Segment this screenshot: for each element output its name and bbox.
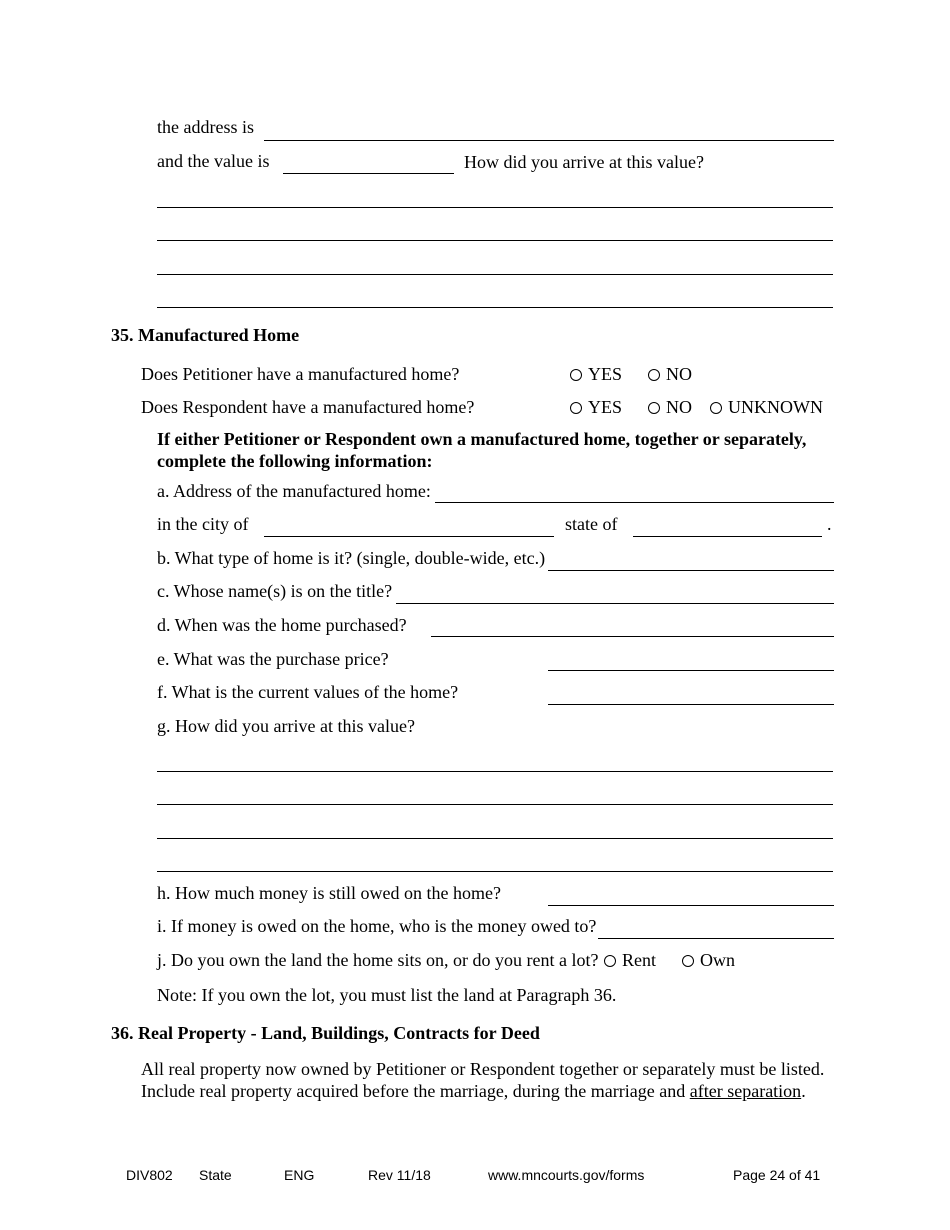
section-36-line-2: Include real property acquired before the marriage, during the marriage and after separation.	[141, 1081, 806, 1101]
petitioner-no-radio[interactable]: NO	[648, 364, 692, 384]
g-answer-line-4[interactable]	[157, 871, 833, 872]
purchase-date-field[interactable]	[431, 636, 834, 637]
question-f-label: f. What is the current values of the home?	[157, 682, 459, 702]
footer-revision: Rev 11/18	[368, 1167, 431, 1183]
how-value-line-4[interactable]	[157, 307, 833, 308]
question-b-label: b. What type of home is it? (single, double-wide, etc.)	[157, 548, 546, 568]
city-field[interactable]	[264, 536, 554, 537]
petitioner-question: Does Petitioner have a manufactured home?	[141, 364, 460, 384]
footer-url[interactable]: www.mncourts.gov/forms	[488, 1167, 645, 1183]
how-value-line-1[interactable]	[157, 207, 833, 208]
g-answer-line-1[interactable]	[157, 771, 833, 772]
after-separation-text: after separation	[689, 1081, 802, 1101]
radio-circle-icon	[710, 402, 722, 414]
how-value-line-3[interactable]	[157, 274, 833, 275]
radio-circle-icon	[648, 369, 660, 381]
respondent-yes-radio[interactable]: YES	[570, 397, 622, 417]
radio-circle-icon	[570, 369, 582, 381]
footer-state: State	[199, 1167, 232, 1183]
radio-circle-icon	[648, 402, 660, 414]
section-35-heading: 35. Manufactured Home	[111, 325, 300, 345]
respondent-unknown-radio[interactable]: UNKNOWN	[710, 397, 823, 417]
question-d-label: d. When was the home purchased?	[157, 615, 407, 635]
current-value-field[interactable]	[548, 704, 834, 705]
purchase-price-field[interactable]	[548, 670, 834, 671]
question-g-label: g. How did you arrive at this value?	[157, 716, 415, 736]
instruction-line-1: If either Petitioner or Respondent own a manufactured home, together or separately,	[157, 429, 807, 449]
instruction-line-2: complete the following information:	[157, 451, 433, 471]
g-answer-line-3[interactable]	[157, 838, 833, 839]
radio-circle-icon	[570, 402, 582, 414]
money-owed-field[interactable]	[548, 905, 834, 906]
question-j-label: j. Do you own the land the home sits on, or do you rent a lot?	[157, 950, 599, 970]
state-period: .	[827, 514, 832, 534]
respondent-question: Does Respondent have a manufactured home?	[141, 397, 475, 417]
section-36-line-1: All real property now owned by Petitioner or Respondent together or separately must be listed.	[141, 1059, 825, 1079]
radio-circle-icon	[682, 955, 694, 967]
address-field[interactable]	[264, 140, 834, 141]
value-field[interactable]	[283, 173, 454, 174]
how-value-label: How did you arrive at this value?	[464, 152, 704, 172]
own-radio[interactable]: Own	[682, 950, 735, 970]
footer-form-id: DIV802	[126, 1167, 173, 1183]
address-label: the address is	[157, 117, 254, 137]
question-i-label: i. If money is owed on the home, who is the money owed to?	[157, 916, 597, 936]
state-label: state of	[565, 514, 618, 534]
g-answer-line-2[interactable]	[157, 804, 833, 805]
question-e-label: e. What was the purchase price?	[157, 649, 389, 669]
footer-language: ENG	[284, 1167, 315, 1183]
home-type-field[interactable]	[548, 570, 834, 571]
petitioner-yes-radio[interactable]: YES	[570, 364, 622, 384]
question-a-label: a. Address of the manufactured home:	[157, 481, 431, 501]
state-field[interactable]	[633, 536, 822, 537]
question-h-label: h. How much money is still owed on the home?	[157, 883, 501, 903]
title-names-field[interactable]	[396, 603, 834, 604]
home-address-field[interactable]	[435, 502, 834, 503]
radio-circle-icon	[604, 955, 616, 967]
value-label: and the value is	[157, 151, 270, 171]
respondent-no-radio[interactable]: NO	[648, 397, 692, 417]
footer-page-number: Page 24 of 41	[733, 1167, 821, 1183]
city-label: in the city of	[157, 514, 249, 534]
how-value-line-2[interactable]	[157, 240, 833, 241]
question-c-label: c. Whose name(s) is on the title?	[157, 581, 393, 601]
owed-to-field[interactable]	[598, 938, 834, 939]
lot-note: Note: If you own the lot, you must list the land at Paragraph 36.	[157, 985, 617, 1005]
rent-radio[interactable]: Rent	[604, 950, 656, 970]
section-36-heading: 36. Real Property - Land, Buildings, Contracts for Deed	[111, 1023, 540, 1043]
